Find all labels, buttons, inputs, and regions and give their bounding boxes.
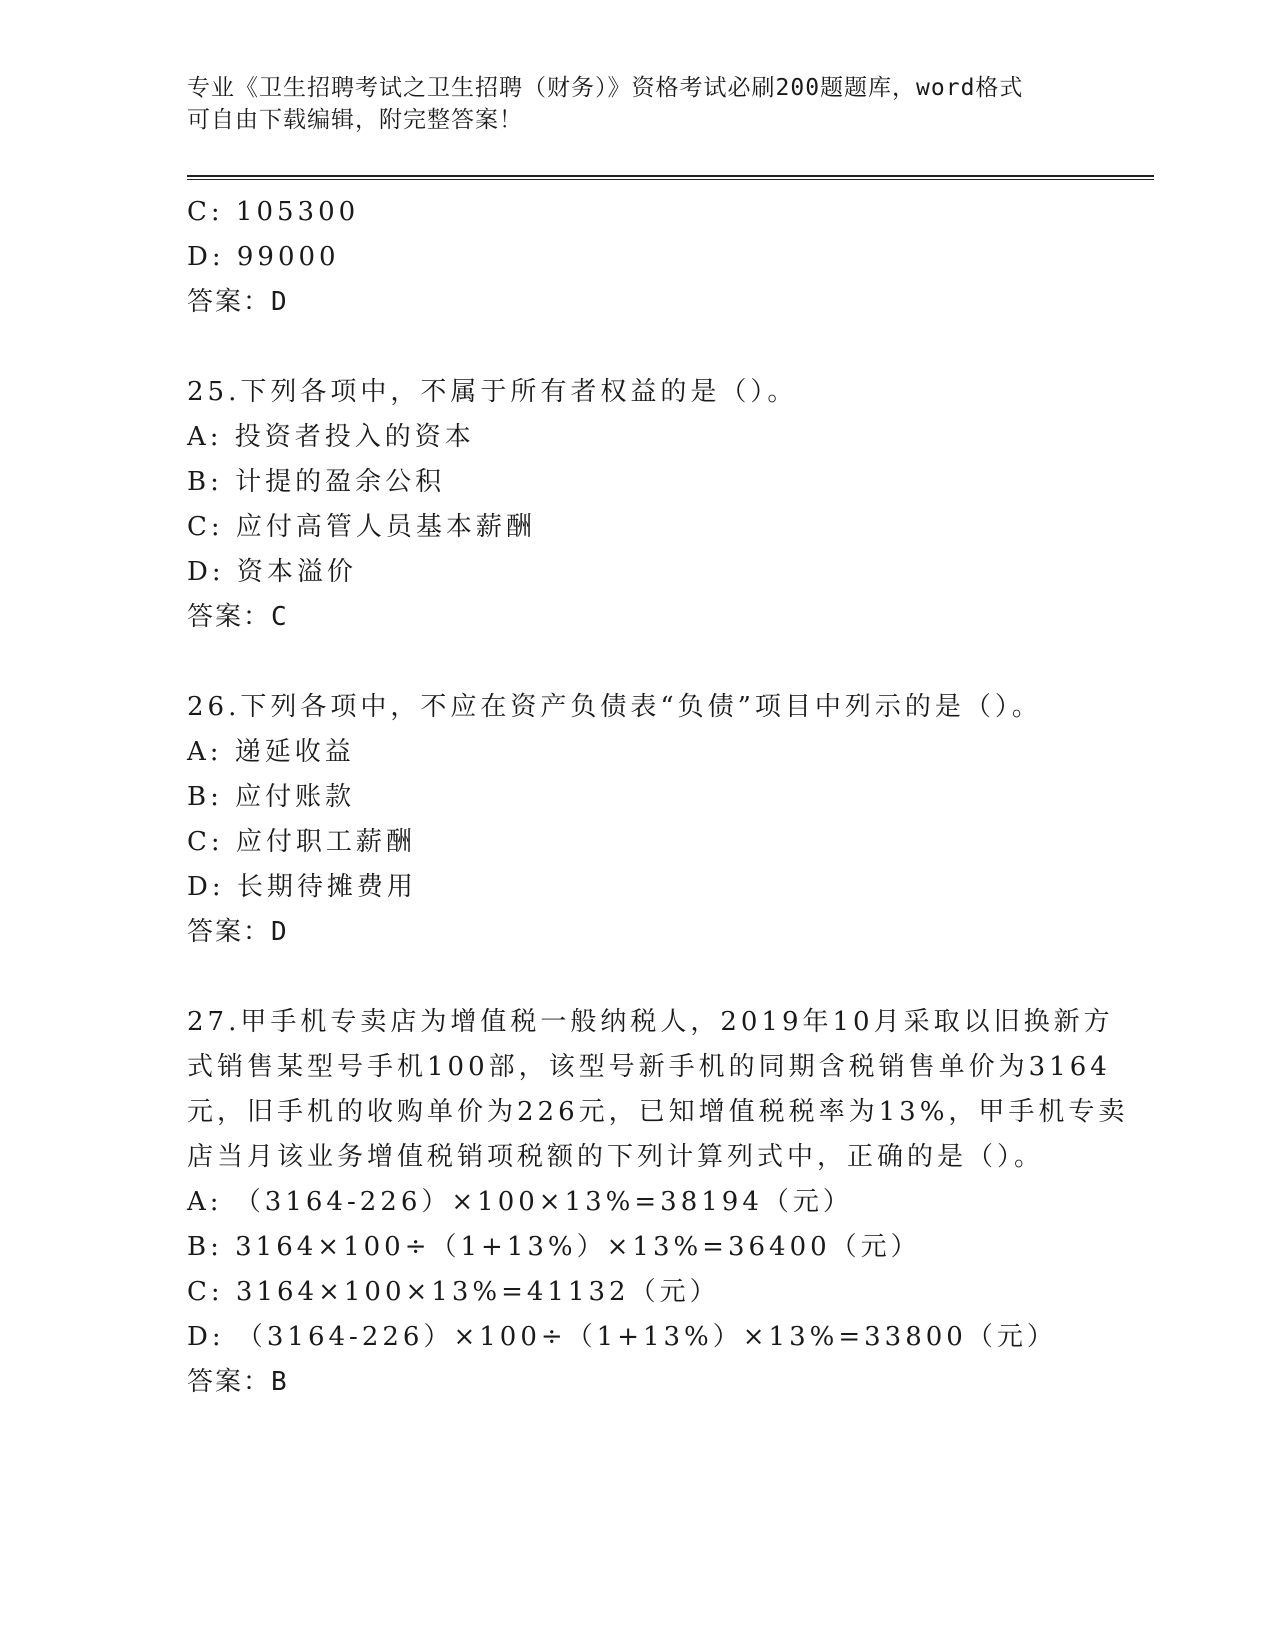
option-c: C: 3164×100×13%=41132（元） (187, 1277, 720, 1307)
option-c: C: 应付职工薪酬 (187, 827, 416, 857)
answer-line (187, 595, 1087, 640)
option-d: D: 长期待摊费用 (187, 872, 417, 902)
header-divider (187, 175, 1154, 180)
spacer (187, 955, 1087, 1000)
stem-line-3: 元，旧手机的收购单价为226元，已知增值税税率为13%，甲手机专卖 (187, 1097, 1129, 1127)
spacer (187, 640, 1087, 685)
option-b: B: 3164×100÷（1+13%）×13%=36400（元） (187, 1232, 921, 1262)
stem-line-1: 27.甲手机专卖店为增值税一般纳税人，2019年10月采取以旧换新方 (187, 1007, 1114, 1037)
answer-value: C (271, 602, 287, 632)
option-a: A: （3164-226）×100×13%=38194（元） (187, 1187, 853, 1217)
answer-label: 答案： (187, 287, 272, 317)
answer-label: 答案： (187, 602, 272, 632)
option-d: D: 资本溢价 (187, 557, 357, 587)
answer-line (187, 1360, 1087, 1405)
answer-value: D (271, 287, 287, 317)
answer-label: 答案： (187, 1367, 272, 1397)
question-stem: 25.下列各项中，不属于所有者权益的是（）。 (187, 377, 798, 407)
answer-line (187, 910, 1087, 955)
question-27 (187, 1000, 1129, 1405)
question-26 (187, 685, 1087, 955)
answer-label: 答案： (187, 917, 272, 947)
question-stem (187, 1000, 1129, 1180)
answer-value: D (271, 917, 287, 947)
option-a: A: 投资者投入的资本 (187, 422, 475, 452)
answer-line (187, 280, 1087, 325)
header-line-1: 专业《卫生招聘考试之卫生招聘（财务）》资格考试必刷200题题库，word格式 (187, 75, 1024, 101)
option-b: B: 应付账款 (187, 782, 356, 812)
spacer (187, 325, 1087, 370)
option-a: A: 递延收益 (187, 737, 355, 767)
question-25 (187, 370, 1087, 640)
stem-line-4: 店当月该业务增值税销项税额的下列计算列式中，正确的是（）。 (187, 1142, 1045, 1172)
option-c: C: 应付高管人员基本薪酬 (187, 512, 536, 542)
option-d: D: 99000 (187, 242, 340, 272)
question-prev (187, 190, 1087, 325)
stem-line-2: 式销售某型号手机100部，该型号新手机的同期含税销售单价为3164 (187, 1052, 1111, 1082)
answer-value: B (271, 1367, 287, 1397)
option-c: C: 105300 (187, 197, 360, 227)
document-header (187, 72, 1087, 136)
header-line-2: 可自由下载编辑，附完整答案！ (187, 107, 523, 133)
document-body (187, 190, 1129, 1405)
question-stem: 26.下列各项中，不应在资产负债表“负债”项目中列示的是（）。 (187, 692, 1042, 722)
option-d: D: （3164-226）×100÷（1+13%）×13%=33800（元） (187, 1322, 1057, 1352)
option-b: B: 计提的盈余公积 (187, 467, 446, 497)
